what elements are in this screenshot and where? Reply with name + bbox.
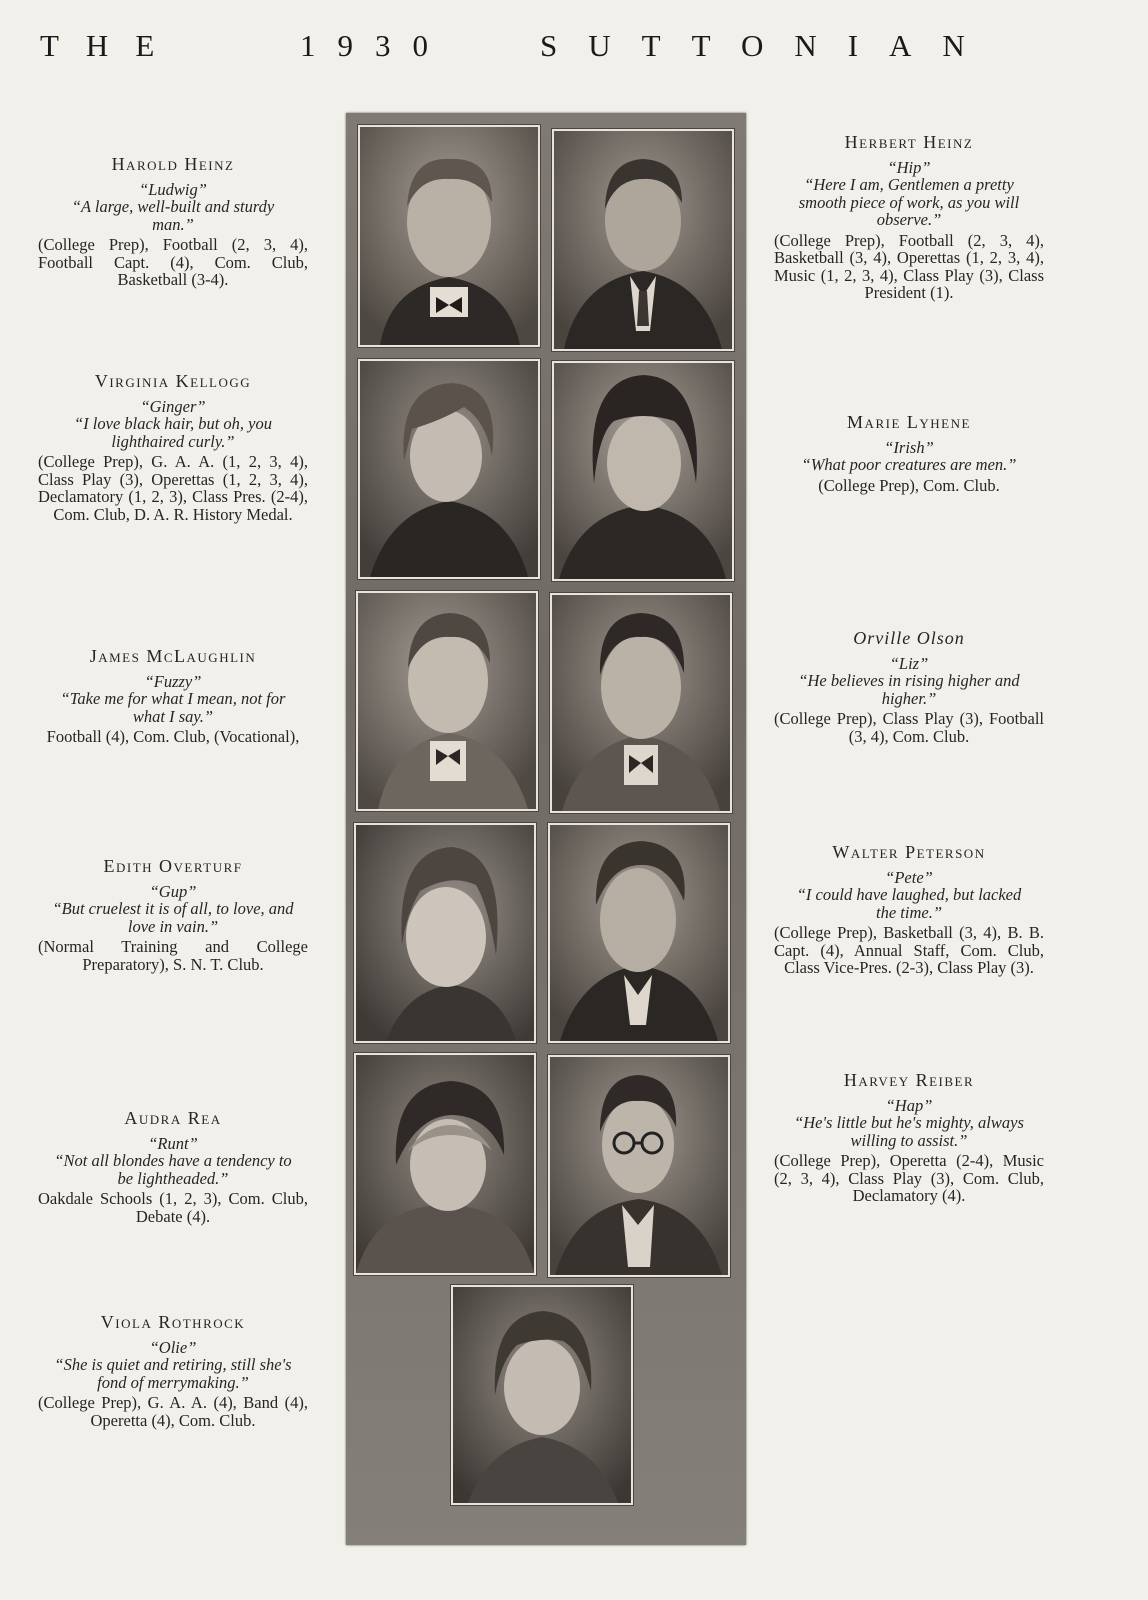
student-nickname: “Hip” bbox=[887, 157, 931, 177]
student-nickname: “Runt” bbox=[148, 1133, 198, 1153]
page-header bbox=[40, 28, 1060, 68]
bio-audra-rea bbox=[38, 1110, 308, 1225]
student-nickname: “Gup” bbox=[149, 881, 197, 901]
student-quote: “She is quiet and retiring, still she's fond of merrymaking.” bbox=[54, 1355, 292, 1392]
student-activities: (College Prep), Basketball (3, 4), B. B. Capt. (4), Annual Staff, Com. Club, Class Vice-Pres. (2-3), Class Play (3). bbox=[774, 923, 1044, 977]
bio-virginia-kellogg bbox=[38, 373, 308, 523]
student-nickname: “Liz” bbox=[889, 653, 929, 673]
student-quote: “But cruelest it is of all, to love, and love in vain.” bbox=[52, 899, 294, 936]
student-activities: (College Prep), Football (2, 3, 4), Basketball (3, 4), Operettas (1, 2, 3, 4), Music (1, 2, 3, 4), Class Play (3), Class President (1). bbox=[774, 230, 1044, 302]
header-word-year: 1930 bbox=[300, 28, 450, 63]
portrait-photo-herbert-heinz bbox=[552, 129, 734, 351]
student-quote: “He's little but he's mighty, always willing to assist.” bbox=[794, 1113, 1024, 1150]
bio-edith-overturf bbox=[38, 858, 308, 973]
portrait-photo-viola-rothrock bbox=[451, 1285, 633, 1505]
header-word-suttonian: SUTTONIAN bbox=[540, 28, 996, 63]
bio-marie-lyhene bbox=[774, 414, 1044, 494]
portrait-photo-harold-heinz bbox=[358, 125, 540, 347]
student-quote: “Take me for what I mean, not for what I say.” bbox=[60, 689, 286, 726]
student-name: Harold Heinz bbox=[111, 154, 235, 174]
bio-walter-peterson bbox=[774, 844, 1044, 977]
student-activities: (College Prep), G. A. A. (4), Band (4), Operetta (4), Com. Club. bbox=[38, 1393, 308, 1430]
student-nickname: “Pete” bbox=[885, 867, 933, 887]
student-activities: (College Prep), Class Play (3), Football (3, 4), Com. Club. bbox=[774, 709, 1044, 746]
portrait-photo-orville-olson bbox=[550, 593, 732, 813]
student-name: Orville Olson bbox=[853, 628, 965, 648]
bio-viola-rothrock bbox=[38, 1314, 308, 1429]
student-name: Viola Rothrock bbox=[100, 1312, 246, 1332]
portrait-photo-virginia-kellogg bbox=[358, 359, 540, 579]
student-quote: “He believes in rising higher and higher.” bbox=[798, 671, 1020, 708]
student-nickname: “Hap” bbox=[885, 1095, 933, 1115]
student-quote: “A large, well-built and sturdy man.” bbox=[71, 197, 275, 234]
bio-harold-heinz bbox=[38, 156, 308, 289]
student-activities: (College Prep), Com. Club. bbox=[818, 475, 1000, 495]
portrait-photo-walter-peterson bbox=[548, 823, 730, 1043]
student-activities: (College Prep), Operetta (2-4), Music (2, 3, 4), Class Play (3), Com. Club, Declamatory (4). bbox=[774, 1151, 1044, 1205]
student-activities: (College Prep), G. A. A. (1, 2, 3, 4), Class Play (3), Operettas (1, 2, 3, 4), Declamatory (1, 2, 3), Class Pres. (2-4), Com. Club, D. A. R. History Medal. bbox=[38, 452, 308, 524]
student-name: Audra Rea bbox=[124, 1108, 222, 1128]
portrait-panel bbox=[346, 113, 746, 1545]
bio-orville-olson bbox=[774, 630, 1044, 745]
student-nickname: “Fuzzy” bbox=[144, 671, 202, 691]
bio-harvey-reiber bbox=[774, 1072, 1044, 1205]
student-nickname: “Ludwig” bbox=[139, 179, 207, 199]
student-quote: “I could have laughed, but lacked the time.” bbox=[796, 885, 1022, 922]
student-nickname: “Olie” bbox=[149, 1337, 197, 1357]
portrait-photo-audra-rea bbox=[354, 1053, 536, 1275]
portrait-photo-marie-lyhene bbox=[552, 361, 734, 581]
portrait-photo-edith-overturf bbox=[354, 823, 536, 1043]
student-activities: (College Prep), Football (2, 3, 4), Football Capt. (4), Com. Club, Basketball (3-4). bbox=[38, 235, 308, 289]
bio-herbert-heinz bbox=[774, 134, 1044, 302]
student-name: Harvey Reiber bbox=[843, 1070, 975, 1090]
student-nickname: “Irish” bbox=[884, 437, 934, 457]
student-activities: Oakdale Schools (1, 2, 3), Com. Club, Debate (4). bbox=[38, 1189, 308, 1226]
student-quote: “What poor creatures are men.” bbox=[801, 455, 1017, 474]
student-name: Edith Overturf bbox=[103, 856, 243, 876]
student-quote: “I love black hair, but oh, you lighthaired curly.” bbox=[74, 414, 272, 451]
student-name: Walter Peterson bbox=[832, 842, 986, 862]
student-quote: “Here I am, Gentlemen a pretty smooth piece of work, as you will observe.” bbox=[798, 175, 1020, 229]
portrait-photo-james-mclaughlin bbox=[356, 591, 538, 811]
student-activities: Football (4), Com. Club, (Vocational), bbox=[46, 727, 300, 746]
student-activities: (Normal Training and College Preparatory), S. N. T. Club. bbox=[38, 937, 308, 974]
header-word-the: THE bbox=[40, 28, 182, 63]
bio-james-mclaughlin bbox=[38, 648, 308, 746]
portrait-photo-harvey-reiber bbox=[548, 1055, 730, 1277]
student-name: Marie Lyhene bbox=[847, 412, 971, 432]
student-quote: “Not all blondes have a tendency to be lightheaded.” bbox=[54, 1151, 292, 1188]
student-name: Herbert Heinz bbox=[844, 132, 974, 152]
student-name: James McLaughlin bbox=[89, 646, 257, 666]
student-nickname: “Ginger” bbox=[140, 396, 206, 416]
student-name: Virginia Kellogg bbox=[94, 371, 252, 391]
